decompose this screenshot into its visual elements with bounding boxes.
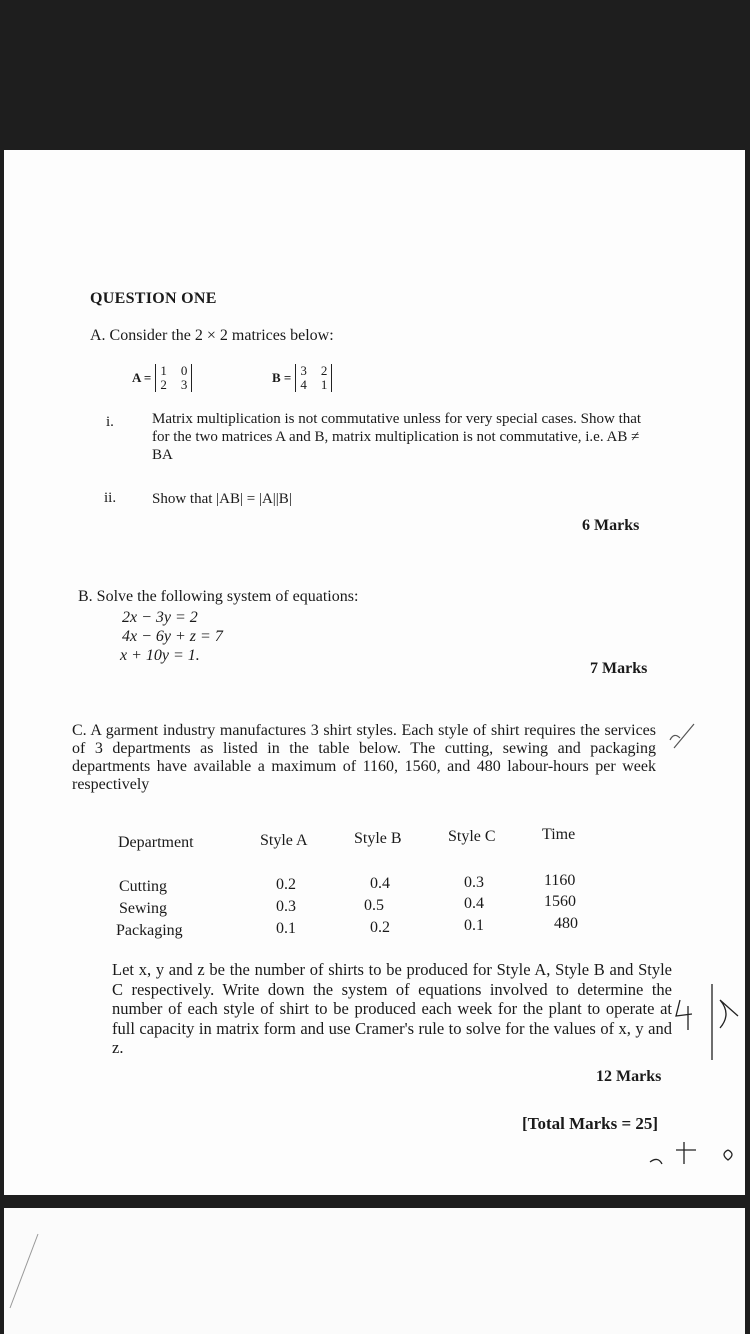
- section-b-marks: 7 Marks: [590, 660, 648, 677]
- table-cell: Sewing: [119, 900, 167, 917]
- table-cell: 1160: [544, 872, 576, 889]
- table-cell: Cutting: [119, 878, 168, 895]
- table-cell: 1560: [544, 893, 576, 910]
- matrix-cell: 4: [300, 377, 307, 392]
- item-ii-numeral: ii.: [104, 490, 117, 506]
- table-cell: 0.1: [276, 920, 296, 937]
- equation-1: 2x − 3y = 2: [122, 609, 198, 626]
- matrix-a-body: [155, 364, 192, 392]
- section-c-question: Let x, y and z be the number of shirts to be produced for Style A, Style B and Style C respectively. Write down the system of equations involved to determine the number of each style of shirt to be produced each week for the plant to operate at full capacity in matrix form and use Cramer's rule to solve for the values of x, y and z.: [112, 960, 672, 1057]
- margin-scribble-icon: [664, 718, 704, 758]
- item-i-text: Matrix multiplication is not commutative unless for very special cases. Show that for the two matrices A and B, matrix multiplication is not commutative, i.e. AB ≠ BA: [152, 411, 642, 463]
- equation-3: x + 10y = 1.: [120, 647, 200, 664]
- matrix-cell: 1: [160, 363, 167, 378]
- matrix-cell: 1: [320, 377, 328, 392]
- matrix-cell: 3: [300, 363, 307, 378]
- table-cell: Packaging: [116, 922, 183, 939]
- table-cell: 0.4: [370, 875, 390, 892]
- table-header: Department: [118, 834, 194, 851]
- table-cell: 0.2: [370, 919, 390, 936]
- table-cell: 0.3: [464, 874, 484, 891]
- matrix-b-body: [295, 364, 332, 392]
- matrix-cell: 3: [180, 377, 188, 392]
- table-cell: 0.3: [276, 898, 296, 915]
- page-title: QUESTION ONE: [90, 290, 217, 307]
- section-a-intro: A. Consider the 2 × 2 matrices below:: [90, 327, 334, 344]
- item-ii-text: Show that |AB| = |A||B|: [152, 491, 292, 507]
- matrix-cell: 2: [160, 377, 167, 392]
- matrix-a: [132, 364, 192, 392]
- section-c-intro: C. A garment industry manufactures 3 shirt styles. Each style of shirt requires the services of 3 departments as listed in the table below. The cutting, sewing and packaging departments have available a maximum of 1160, 1560, and 480 labour-hours per week respectively: [72, 722, 656, 793]
- exam-page: [4, 150, 745, 1195]
- section-a-marks: 6 Marks: [582, 517, 640, 534]
- next-page-edge: [4, 1208, 745, 1334]
- table-header: Style A: [260, 832, 308, 849]
- table-cell: 0.5: [364, 897, 384, 914]
- handwritten-mark-icon: [644, 1130, 744, 1170]
- matrix-cell: 2: [320, 363, 328, 378]
- table-cell: 480: [554, 915, 578, 932]
- equation-2: 4x − 6y + z = 7: [122, 628, 223, 645]
- table-header: Style C: [448, 828, 496, 845]
- table-header: Style B: [354, 830, 402, 847]
- item-i-numeral: i.: [106, 414, 114, 430]
- top-dark-bar: [0, 0, 750, 150]
- handwritten-4k-icon: [672, 980, 742, 1070]
- section-c-marks: 12 Marks: [596, 1068, 662, 1085]
- matrix-b: [272, 364, 332, 392]
- pencil-line-icon: [4, 1208, 64, 1318]
- table-cell: 0.4: [464, 895, 484, 912]
- table-header: Time: [542, 826, 576, 843]
- total-marks: [Total Marks = 25]: [522, 1114, 659, 1133]
- matrix-cell: 0: [180, 363, 188, 378]
- section-b-intro: B. Solve the following system of equations:: [78, 588, 359, 605]
- matrix-a-label: A =: [132, 370, 152, 385]
- table-cell: 0.2: [276, 876, 296, 893]
- matrix-b-label: B =: [272, 370, 292, 385]
- table-cell: 0.1: [464, 917, 484, 934]
